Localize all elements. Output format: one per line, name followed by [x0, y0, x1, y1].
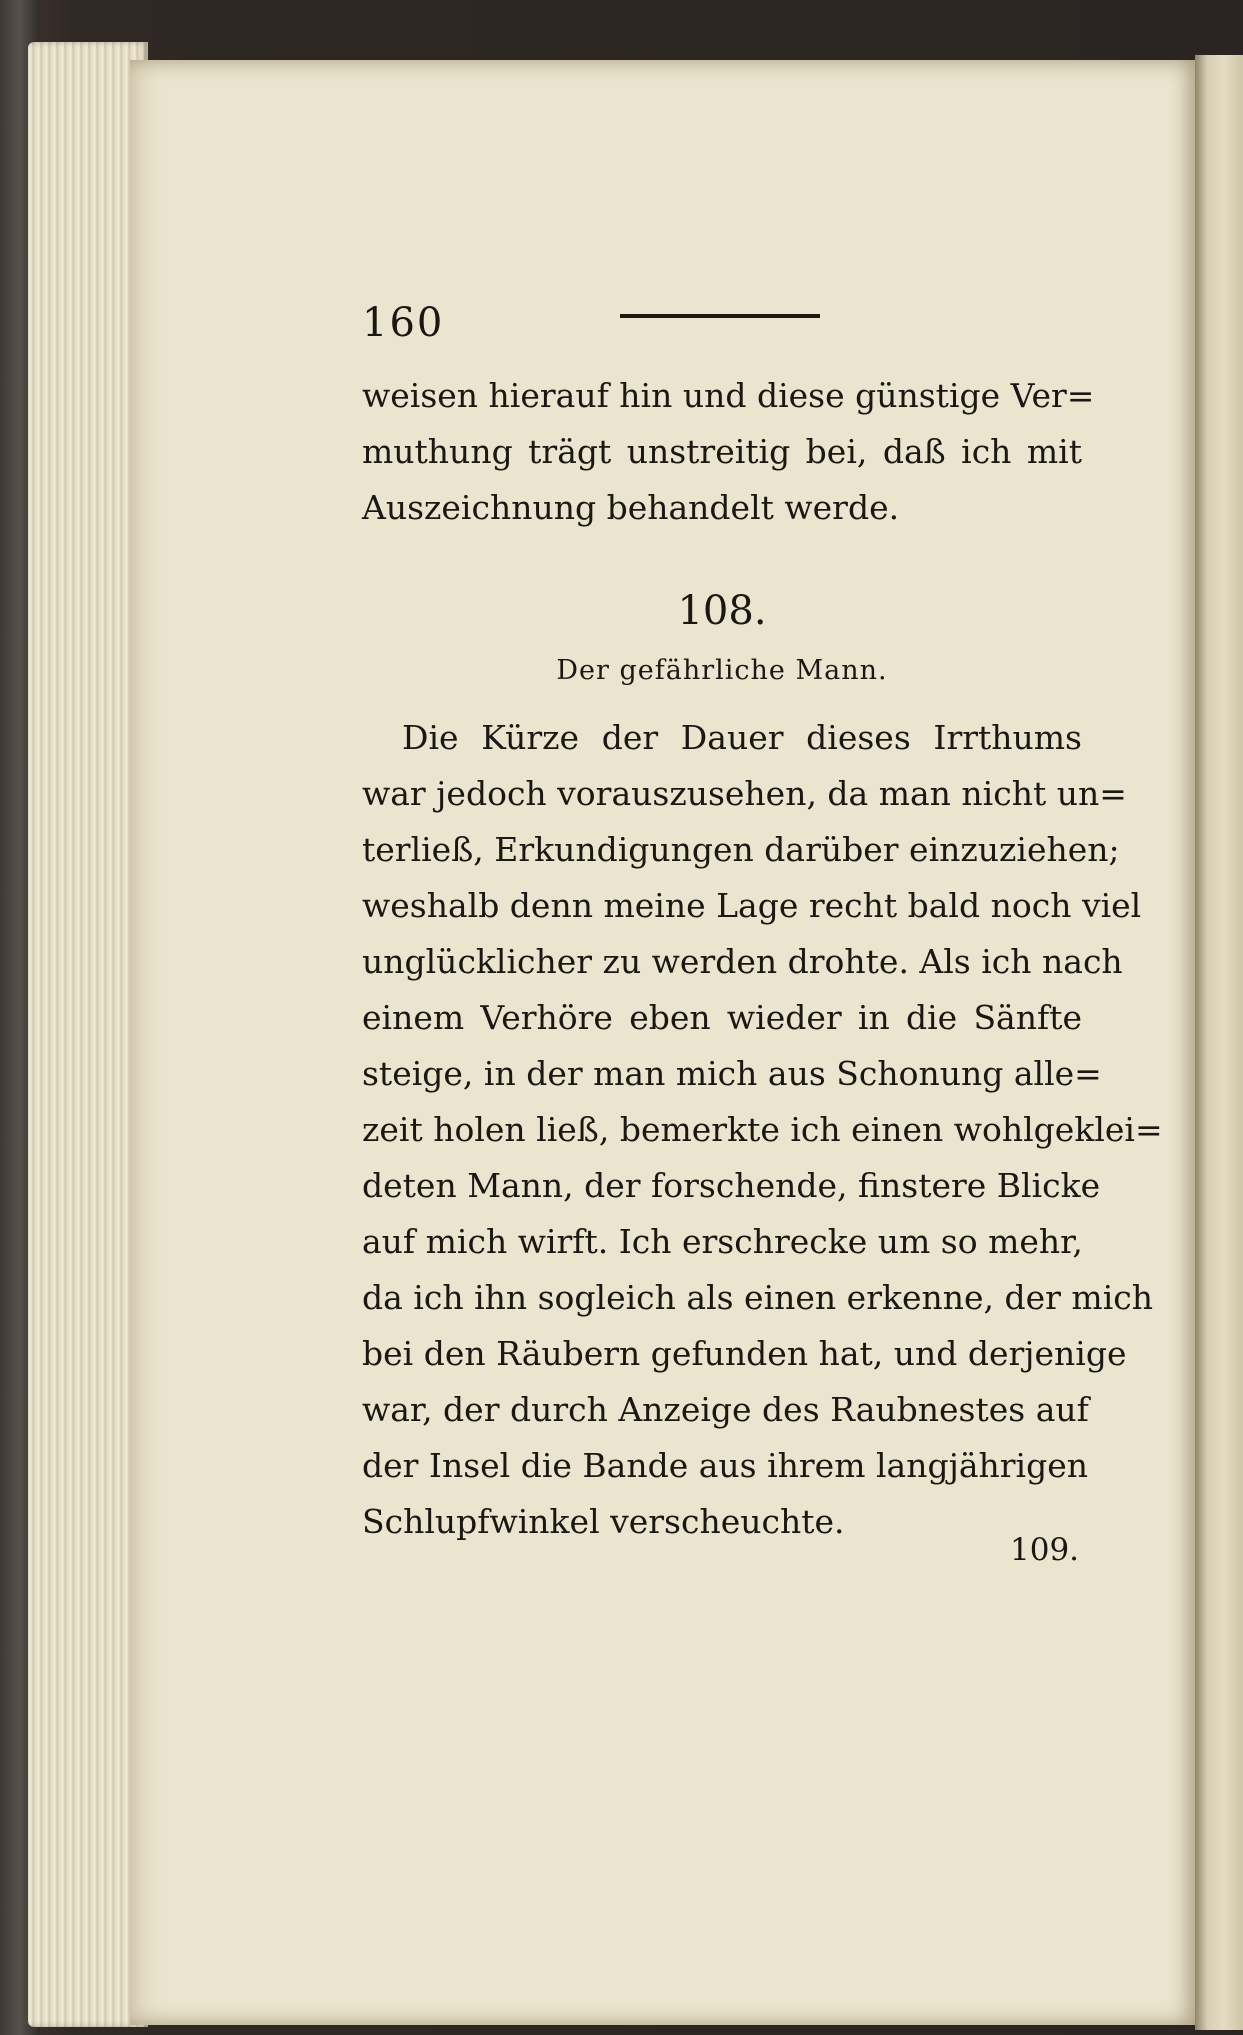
text-line: Die Kürze der Dauer dieses Irrthums [402, 718, 1082, 757]
text-line: zeit holen ließ, bemerkte ich einen wohlgeklei= [362, 1110, 1163, 1149]
text-line: einem Verhöre eben wieder in die Sänfte [362, 998, 1082, 1037]
catchword: 109. [1010, 1532, 1080, 1568]
text-line: weisen hierauf hin und diese günstige Ver= [362, 376, 1095, 415]
facing-page-edge [1195, 55, 1243, 2030]
page-number: 160 [362, 300, 445, 346]
text-line: bei den Räubern gefunden hat, und derjenige [362, 1334, 1127, 1373]
text-line: muthung trägt unstreitig bei, daß ich mit [362, 432, 1082, 471]
text-line: Schlupfwinkel verscheuchte. [362, 1502, 845, 1541]
text-line: deten Mann, der forschende, finstere Blicke [362, 1166, 1101, 1205]
continued-paragraph [362, 368, 1095, 536]
text-line: war, der durch Anzeige des Raubnestes auf [362, 1390, 1089, 1429]
text-line: war jedoch vorauszusehen, da man nicht un= [362, 774, 1127, 813]
text-line: steige, in der man mich aus Schonung alle= [362, 1054, 1102, 1093]
text-line: Auszeichnung behandelt werde. [362, 488, 900, 527]
text-line: da ich ihn sogleich als einen erkenne, der mich [362, 1278, 1154, 1317]
page-header [362, 300, 1082, 360]
section-title: Der gefährliche Mann. [556, 655, 888, 686]
text-line: auf mich wirft. Ich erschrecke um so mehr, [362, 1222, 1083, 1261]
header-rule [620, 314, 820, 318]
section-number: 108. [677, 588, 767, 634]
text-line: unglücklicher zu werden drohte. Als ich nach [362, 942, 1123, 981]
text-line: der Insel die Bande aus ihrem langjährigen [362, 1446, 1088, 1485]
section-paragraph [362, 710, 1163, 1550]
text-line: weshalb denn meine Lage recht bald noch viel [362, 886, 1142, 925]
text-line: terließ, Erkundigungen darüber einzuziehen; [362, 830, 1120, 869]
